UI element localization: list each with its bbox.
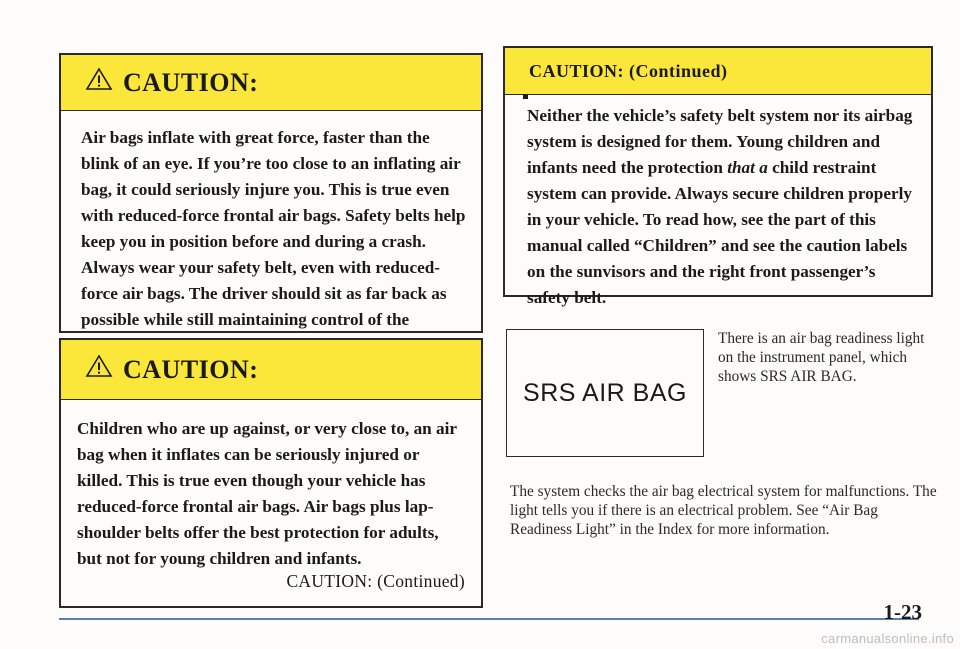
caution-title: CAUTION: [123,354,259,384]
caution-text-italic: that a [727,158,768,177]
caution-continued-label: CAUTION: (Continued) [286,571,465,591]
warning-triangle-icon [85,354,113,385]
caution-title: CAUTION: [123,67,259,97]
srs-indicator-label: SRS AIR BAG [523,378,687,407]
warning-triangle-icon [85,67,113,98]
caution-header [505,48,931,95]
caution-box-airbag-force [59,53,483,333]
caution-text: Children who are up against, or very close to, an air bag when it inflates can be seriously injured or killed. This is true even though your vehicle has reduced-force frontal air bags. Air bags plus lap-shoulder belts offer the best protection for adults, but not for young children and infants. [77,419,457,568]
caution-text: Air bags inflate with great force, faster than the blink of an eye. If you’re too close to an inflating air bag, it could seriously injure you. This is true even with reduced-force frontal air bags. Safety belts help keep you in position before and during a crash. Always wear your safety belt, even with reduced-force air bags. The driver should sit as far back as possible while still maintaining control of the [81,128,466,329]
srs-indicator-description: There is an air bag readiness light on the instrument panel, which shows SRS AIR BAG. [718,330,925,385]
caution-header [61,55,481,111]
caution-text [505,95,931,311]
caution-box-children-airbag [59,338,483,608]
bullet-mark [523,94,528,99]
caution-title: CAUTION: (Continued) [529,60,728,81]
page-number: 1-23 [883,600,922,624]
system-check-paragraph: The system checks the air bag electrical system for malfunctions. The light tells you if there is an electrical problem. See “Air Bag Readiness Light” in the Index for more information. [510,483,937,538]
watermark: carmanualsonline.info [821,631,954,646]
srs-air-bag-indicator [506,329,704,457]
caution-text-part2: child restraint system can provide. Always secure children properly in your vehicle. To read how, see the part of this manual called “Children” and see the caution labels on the sunvisors and the right front passenger’s safety belt. [527,158,912,307]
caution-box-continued [503,46,933,307]
caution-text-part1: Neither the vehicle’s safety belt system nor its airbag system is designed for them. Young children and infants need the protection [527,106,913,177]
caution-header [61,340,481,400]
footer-rule [59,618,919,620]
